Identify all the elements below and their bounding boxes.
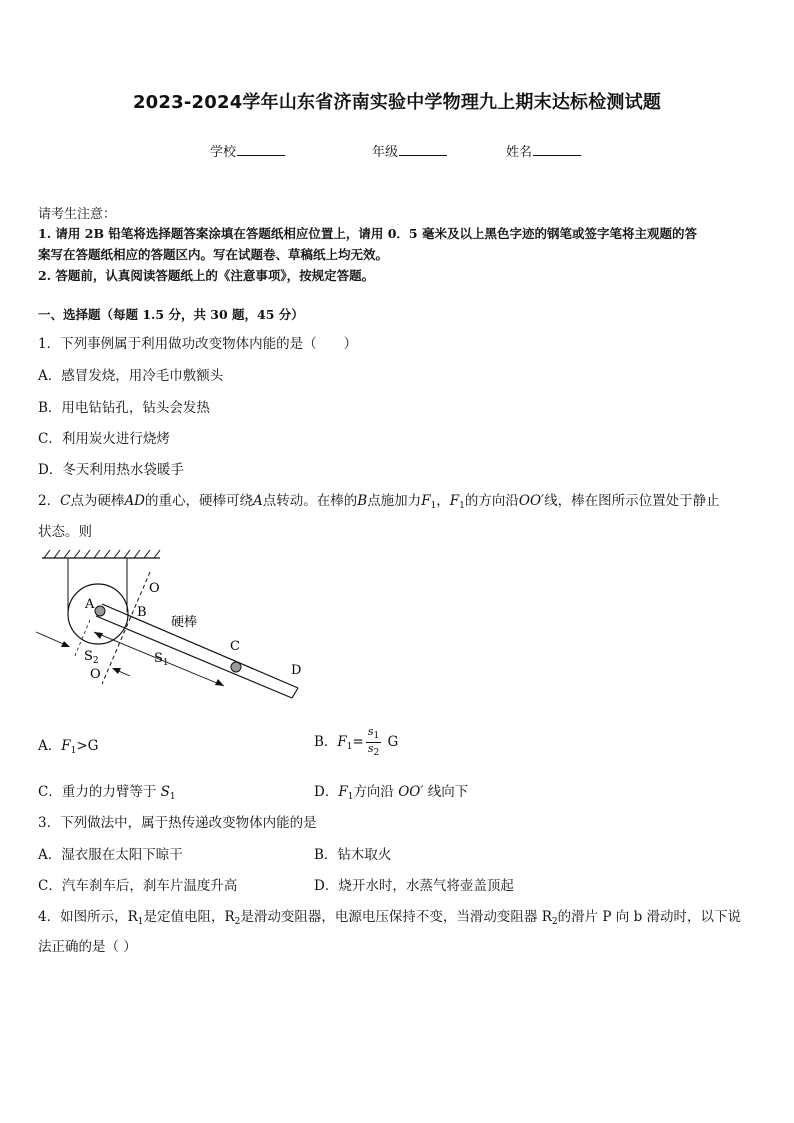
- point-c-dot: [231, 662, 241, 672]
- s1-arrow-head-left: [94, 632, 103, 639]
- question-2-stem-line-2: 状态。则: [38, 524, 92, 540]
- school-label: 学校: [210, 145, 237, 160]
- s1-arrow-head-right: [215, 679, 224, 686]
- notice-heading: 请考生注意：: [38, 207, 117, 222]
- question-2-option-d: D．$F_1$方向沿 OO′ 线向下: [314, 784, 469, 802]
- label-o-bottom: O: [90, 667, 101, 682]
- question-3-option-a: A．湿衣服在太阳下晾干: [38, 847, 183, 863]
- label-rod: 硬棒: [171, 615, 198, 630]
- question-3-option-c: C．汽车刹车后，刹车片温度升高: [38, 878, 238, 894]
- question-2-stem-line-1: 2．C点为硬棒AD的重心，硬棒可绕A点转动。在棒的B点施加力$F_1$，$F_1$的方向沿OO′线，棒在图所示位置处于静止: [38, 493, 720, 511]
- question-3-stem: 3．下列做法中，属于热传递改变物体内能的是: [38, 815, 317, 831]
- school-blank: [237, 143, 285, 156]
- name-field: [506, 141, 581, 160]
- question-2-option-c: C．重力的力臂等于 $S_1$: [38, 784, 176, 802]
- label-c: C: [230, 639, 240, 654]
- label-s1: $S_1$: [154, 651, 169, 668]
- ceiling-hatching: [44, 550, 160, 558]
- question-2-option-b: B．$F_1=$ $\frac{s_1}{s_2}$ G: [314, 725, 399, 758]
- label-s2: $S_2$: [84, 649, 99, 666]
- name-label: 姓名: [506, 145, 533, 160]
- rod-upper-edge: [102, 604, 298, 688]
- question-1-option-b: B．用电钻钻孔，钻头会发热: [38, 400, 210, 416]
- question-1-option-a: A．感冒发烧，用冷毛巾敷额头: [38, 368, 224, 384]
- label-o-top: O: [149, 581, 160, 596]
- section-1-heading: 一、选择题（每题 1.5 分，共 30 题，45 分）: [38, 307, 304, 322]
- lever-diagram: [30, 548, 320, 708]
- label-b: B: [137, 605, 147, 620]
- fraction-s1-over-s2: $\frac{s_1}{s_2}$: [367, 725, 380, 758]
- notice-item-1-line-2: 案写在答题纸相应的答题区内。写在试题卷、草稿纸上均无效。: [38, 247, 389, 262]
- page-title: 2023-2024学年山东省济南实验中学物理九上期末达标检测试题: [132, 92, 662, 113]
- grade-label: 年级: [372, 145, 399, 160]
- question-4-stem-line-2: 法正确的是（ ）: [38, 939, 137, 955]
- question-1-stem: 1．下列事例属于利用做功改变物体内能的是（ ）: [38, 336, 358, 352]
- question-3-option-b: B．钻木取火: [314, 847, 392, 863]
- question-1-option-c: C．利用炭火进行烧烤: [38, 431, 170, 447]
- notice-item-2: 2. 答题前，认真阅读答题纸上的《注意事项》，按规定答题。: [38, 268, 375, 283]
- question-3-option-d: D．烧开水时，水蒸气将壶盖顶起: [314, 878, 514, 894]
- school-field: [210, 141, 285, 160]
- point-a-dot: [95, 606, 105, 616]
- question-1-option-d: D．冬天利用热水袋暖手: [38, 462, 184, 478]
- question-2-option-a: A．$F_1>G$: [38, 738, 99, 756]
- rod-end: [292, 688, 298, 698]
- notice-item-1-line-1: 1. 请用 2B 铅笔将选择题答案涂填在答题纸相应位置上，请用 0．5 毫米及以上黑色字迹的钢笔或签字笔将主观题的答: [38, 226, 697, 241]
- grade-blank: [399, 143, 447, 156]
- grade-field: [372, 141, 447, 160]
- label-a: A: [85, 597, 95, 612]
- label-d: D: [291, 663, 302, 678]
- name-blank: [533, 143, 581, 156]
- question-4-stem-line-1: 4．如图所示，$R_1$是定值电阻，$R_2$是滑动变阻器，电源电压保持不变，当滑动变阻器 $R_2$的滑片 P 向 b 滑动时，以下说: [38, 909, 741, 927]
